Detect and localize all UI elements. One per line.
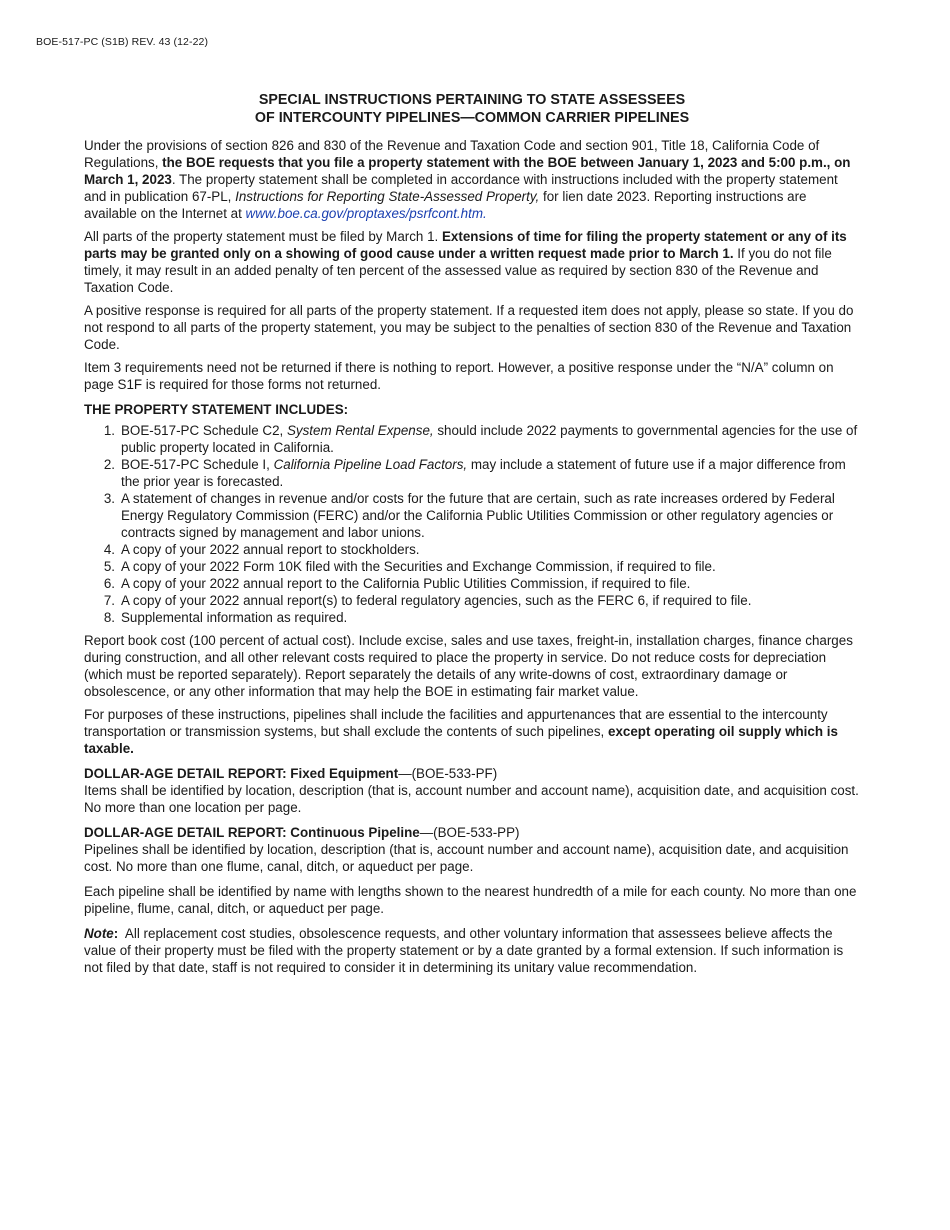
includes-item [84, 575, 860, 592]
text-run: for lien date 2023. Reporting instructions are available on the Internet at [84, 189, 807, 221]
item-text [121, 456, 860, 490]
text-run: For purposes of these instructions, pipelines shall include the facilities and appurtenances that are essential to the intercounty transportation or transmission systems, but shall exclude the contents of such pipelines, [84, 707, 828, 739]
item-text [121, 575, 860, 592]
title-line-2: OF INTERCOUNTY PIPELINES—COMMON CARRIER PIPELINES [254, 110, 690, 126]
includes-item [84, 456, 860, 490]
note-label: Note [84, 926, 114, 941]
text-run: A copy of your 2022 annual report(s) to federal regulatory agencies, such as the FERC 6, if required to file. [121, 593, 752, 608]
page-title [84, 91, 860, 127]
fixed-equipment-text: Items shall be identified by location, description (that is, account number and account name), acquisition date, and acquisition cost. No more than one location per page. [84, 783, 859, 815]
text-run: A copy of your 2022 annual report to stockholders. [121, 542, 420, 557]
text-run: If you do not file timely, it may result in an added penalty of ten percent of the assessed value as required by section 830 of the Revenue and Taxation Code. [84, 246, 832, 295]
note-text: All replacement cost studies, obsolescence requests, and other voluntary information that assessees believe affects the value of their property must be filed with the property statement or by a date granted by a formal extension. If such information is not filed by that date, staff is not required to consider it in determining its unitary value recommendation. [84, 926, 844, 975]
item-number: 5. [103, 559, 115, 574]
item-number: 6. [103, 576, 115, 591]
includes-heading: THE PROPERTY STATEMENT INCLUDES: [84, 402, 349, 417]
text-run: A copy of your 2022 annual report to the California Public Utilities Commission, if required to file. [121, 576, 691, 591]
item-text [121, 592, 860, 609]
text-run: BOE-517-PC Schedule C2, [121, 423, 287, 438]
item-text [121, 541, 860, 558]
note-paragraph [84, 925, 860, 976]
item-number: 2. [103, 457, 115, 472]
item-number: 7. [103, 593, 115, 608]
text-run: A copy of your 2022 Form 10K filed with the Securities and Exchange Commission, if required to file. [121, 559, 716, 574]
pipeline-length-paragraph: Each pipeline shall be identified by name with lengths shown to the nearest hundredth of a mile for each county. No more than one pipeline, flume, canal, ditch, or aqueduct per page. [84, 884, 857, 916]
title-line-1: SPECIAL INSTRUCTIONS PERTAINING TO STATE ASSESSEES [258, 92, 686, 108]
includes-item [84, 490, 860, 541]
item-text [121, 490, 860, 541]
includes-item [84, 592, 860, 609]
item-number: 8. [103, 610, 115, 625]
text-run: Supplemental information as required. [121, 610, 348, 625]
text-run: All parts of the property statement must be filed by March 1. [84, 229, 442, 244]
item-text [121, 422, 860, 456]
form-code: —(BOE-533-PF) [398, 766, 498, 781]
fixed-equipment-section [84, 765, 860, 816]
heading-text: DOLLAR-AGE DETAIL REPORT: Fixed Equipment [84, 766, 399, 781]
text-run: should include 2022 payments to governmental agencies for the use of public property located in California. [121, 423, 858, 455]
continuous-pipeline-text: Pipelines shall be identified by location, description (that is, account number and account name), acquisition date, and acquisition cost. No more than one flume, canal, ditch, or aqueduct per page. [84, 842, 849, 874]
form-code: —(BOE-533-PP) [419, 825, 520, 840]
text-run: BOE-517-PC Schedule I, [121, 457, 274, 472]
includes-list [84, 422, 860, 626]
reporting-instructions-link[interactable]: www.boe.ca.gov/proptaxes/psrfcont.htm [245, 206, 483, 221]
positive-response-paragraph: A positive response is required for all parts of the property statement. If a requested item does not apply, please so state. If you do not respond to all parts of the property statement, you may be subject to the penalties of section 830 of the Revenue and Taxation Code. [84, 303, 854, 352]
item-number: 4. [103, 542, 115, 557]
oil-supply-text: except operating oil supply which is taxable. [84, 724, 838, 756]
extension-paragraph [84, 228, 860, 296]
instructions-body [84, 91, 860, 982]
text-run: A statement of changes in revenue and/or costs for the future that are certain, such as rate increases ordered by Federal Energy Regulatory Commission (FERC) and/or the California Public Utilities Commission or other regulatory agencies or contracts signed by management and labor unions. [121, 491, 835, 540]
continuous-pipeline-heading [84, 824, 860, 841]
heading-text: DOLLAR-AGE DETAIL REPORT: Continuous Pipeline [84, 825, 420, 840]
text-run: may include a statement of future use if a major difference from the prior year is forecasted. [121, 457, 846, 489]
continuous-pipeline-section [84, 824, 860, 875]
item-text [121, 558, 860, 575]
includes-item [84, 558, 860, 575]
pipeline-definition-paragraph [84, 706, 860, 757]
includes-item [84, 541, 860, 558]
item-number: 1. [103, 423, 115, 438]
filing-requirement-paragraph [84, 137, 860, 222]
book-cost-paragraph: Report book cost (100 percent of actual cost). Include excise, sales and use taxes, freight-in, installation charges, finance charges during construction, and all other relevant costs required to place the property in service. Do not reduce costs for depreciation (which must be reported separately). Report separately the details of any write-downs of cost, extraordinary damage or obsolescence, or any other information that may help the BOE in estimating fair market value. [84, 633, 853, 699]
item-3-paragraph: Item 3 requirements need not be returned if there is nothing to report. However, a positive response under the “N/A” column on page S1F is required for those forms not returned. [84, 360, 834, 392]
includes-item [84, 609, 860, 626]
extension-rule-text: Extensions of time for filing the property statement or any of its parts may be granted only on a showing of good cause under a written request made prior to March 1. [84, 229, 847, 261]
note-colon: : [113, 926, 119, 941]
includes-item [84, 422, 860, 456]
form-id: BOE-517-PC (S1B) REV. 43 (12-22) [36, 36, 209, 48]
item-text [121, 609, 860, 626]
publication-title: Instructions for Reporting State-Assessed Property, [235, 189, 540, 204]
schedule-title: System Rental Expense, [286, 423, 434, 438]
filing-deadline-text: the BOE requests that you file a property statement with the BOE between January 1, 2023 and 5:00 p.m., on March 1, 2023 [84, 155, 851, 187]
fixed-equipment-heading [84, 765, 860, 782]
text-run: Under the provisions of section 826 and 830 of the Revenue and Taxation Code and section 901, Title 18, California Code of Regulations, [84, 138, 820, 170]
text-run: . [482, 206, 487, 221]
text-run: . The property statement shall be completed in accordance with instructions included with the property statement and in publication 67-PL, [84, 172, 838, 204]
schedule-title: California Pipeline Load Factors, [273, 457, 468, 472]
item-number: 3. [103, 491, 115, 506]
